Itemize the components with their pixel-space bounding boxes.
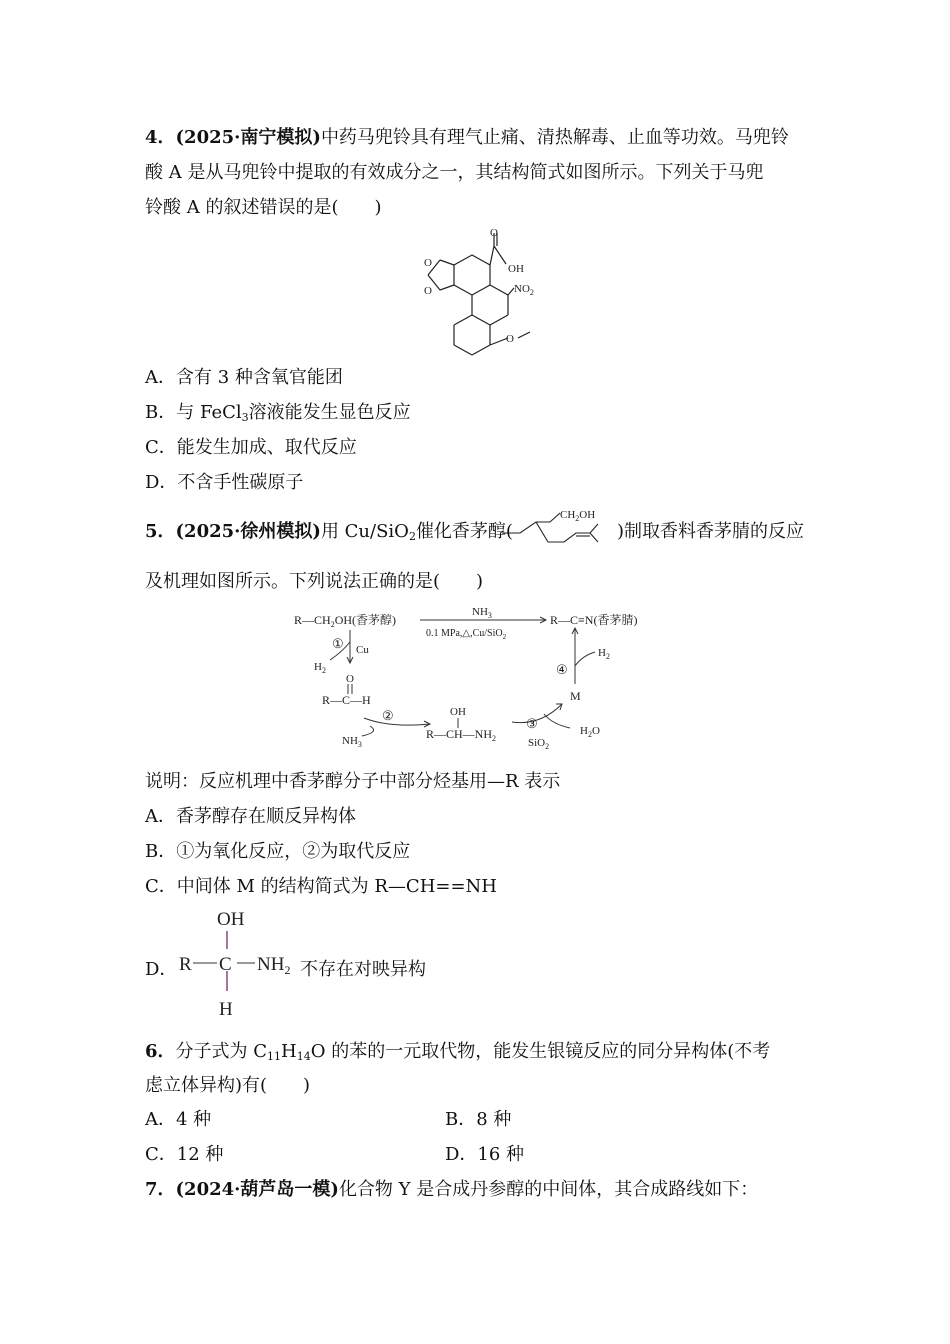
q4-option-d: D．不含手性碳原子: [145, 472, 304, 493]
svg-text:O: O: [424, 285, 432, 297]
q7-line1: 7．(2024·葫芦岛一模)化合物 Y 是合成丹参醇的中间体，其合成路线如下：: [145, 1179, 759, 1200]
q5-option-d-structure: [175, 905, 305, 1020]
q7-number: 7．: [145, 1179, 176, 1200]
q5-note: 说明：反应机理中香茅醇分子中部分烃基用—R 表示: [145, 771, 561, 792]
svg-text:NH3: $NH_3$: [342, 735, 362, 749]
q5-option-c: C．中间体 M 的结构简式为 R—CH==NH: [145, 876, 498, 897]
q5-stem-2: 及机理如图所示。下列说法正确的是( ): [145, 571, 484, 592]
q4-line1: [145, 126, 789, 150]
q4-option-c: C．能发生加成、取代反应: [145, 437, 357, 458]
svg-text:③: ③: [526, 716, 538, 731]
svg-text:①: ①: [332, 636, 344, 651]
q7-source: (2024·葫芦岛一模): [175, 1179, 339, 1200]
q5-number: 5．: [145, 521, 176, 542]
q5-option-d-text: 不存在对映异构: [300, 959, 426, 980]
q5-geraniol-structure: [498, 502, 608, 550]
q5-option-a: A．香茅醇存在顺反异构体: [145, 806, 356, 827]
q4-number: 4．: [145, 127, 176, 148]
q5-ch2oh: $CH_2OH$: [560, 509, 596, 523]
q5-source: (2025·徐州模拟): [175, 521, 321, 542]
svg-text:④: ④: [556, 662, 568, 677]
svg-text:SiO2: SiO$_2$: [528, 737, 550, 750]
q4-structure-diagram: [410, 228, 550, 358]
svg-text:R—C—H: R—C—H: [322, 693, 371, 707]
q4-oh-label: OH: [508, 263, 524, 275]
svg-text:H2O: $H_2O$: [580, 725, 600, 739]
svg-text:R—CH—NH2: $R—CH—NH_2$: [426, 727, 497, 743]
q4-option-a: A．含有 3 种含氧官能团: [145, 367, 343, 388]
svg-text:H: H: [219, 999, 233, 1020]
svg-text:H2: $H_2$: [598, 647, 610, 661]
svg-text:NH2: $NH_2$: [257, 954, 291, 977]
q5-option-b: B．①为氧化反应，②为取代反应: [145, 841, 411, 862]
q4-stem-1: 中药马兜铃具有理气止痛、清热解毒、止血等功效。马兜铃: [320, 127, 789, 148]
svg-text:0.1 MPa,△,Cu/SiO2: 0.1 MPa,△,Cu/SiO$_2$: [426, 628, 507, 641]
svg-text:O: O: [346, 673, 354, 685]
q6-option-b: B．8 种: [445, 1109, 512, 1130]
q6-stem-2: 虑立体异构)有( ): [145, 1075, 311, 1096]
svg-text:O: O: [506, 333, 514, 345]
q5-mechanism-diagram: [290, 600, 670, 750]
q4-source: (2025·南宁模拟): [175, 127, 321, 148]
svg-text:NH3: $NH_3$: [472, 606, 492, 620]
q6-option-c: C．12 种: [145, 1144, 224, 1165]
svg-text:C: C: [219, 954, 232, 975]
q6-option-d: D．16 种: [445, 1144, 525, 1165]
svg-text:M: M: [570, 689, 581, 703]
q6-line1: 6．分子式为 $C_{11}H_{14}O$ 的苯的一元取代物，能发生银镜反应的同分异构体(不考: [145, 1041, 771, 1063]
svg-text:R—CH2OH(香茅醇): $R—CH_2OH$(香茅醇): [294, 613, 397, 629]
q5-option-d-label: D．: [145, 959, 178, 980]
svg-text:OH: OH: [450, 706, 466, 718]
svg-text:O: O: [424, 257, 432, 269]
svg-text:R: R: [179, 954, 192, 975]
svg-text:OH: OH: [217, 909, 245, 930]
q6-option-a: A．4 种: [145, 1109, 212, 1130]
q4-option-b: B．与 FeCl$_3$溶液能发生显色反应: [145, 402, 411, 424]
svg-text:Cu: Cu: [356, 644, 369, 656]
svg-text:H2: $H_2$: [314, 661, 326, 675]
q4-no2-label: $NO_2$: [514, 283, 534, 297]
q4-stem-3: 铃酸 A 的叙述错误的是( ): [145, 197, 382, 218]
svg-text:R—C≡N(香茅腈): R—C≡N(香茅腈): [550, 613, 638, 627]
q4-stem-2: 酸 A 是从马兜铃中提取的有效成分之一，其结构简式如图所示。下列关于马兜: [145, 162, 764, 183]
svg-text:O: O: [490, 228, 498, 239]
svg-text:②: ②: [382, 708, 394, 723]
q6-number: 6．: [145, 1041, 176, 1062]
q5-line1: 5．(2025·徐州模拟)用 Cu/SiO$_2$催化香茅醇( )制取香料香茅腈的反应: [145, 521, 804, 543]
